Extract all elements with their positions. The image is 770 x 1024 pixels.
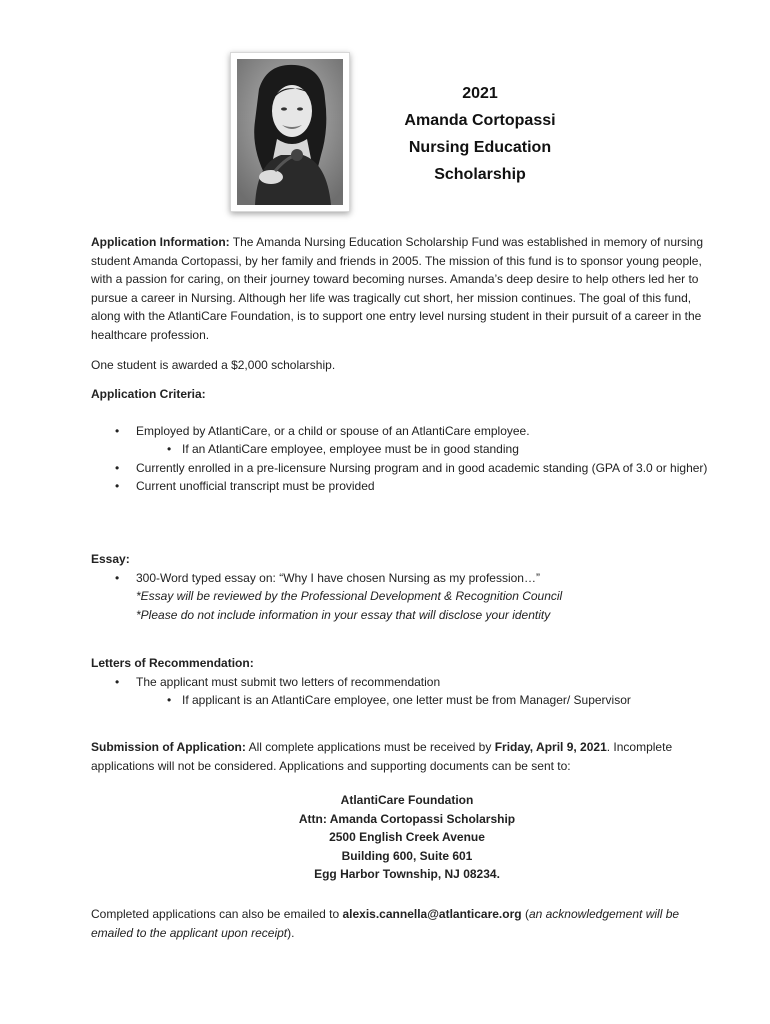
- criteria-item-transcript: • Current unofficial transcript must be provided: [91, 477, 711, 496]
- submission-text-before: All complete applications must be received by: [245, 740, 495, 754]
- email-note-paren-open: (: [521, 907, 529, 921]
- application-information-text: The Amanda Nursing Education Scholarship Fund was established in memory of nursing student Amanda Cortopassi, by her family and friends in 2005. The mission of this fund is to sponsor young people, with a passion for caring, on their journey toward becoming nurses. Amanda’s deep desire to help others led her to pursue a career in Nursing. Although her life was tragically cut short, her mission continues. The goal of this fund, along with the AtlantiCare Foundation, is to support one entry level nursing student in their pursuit of a career in the healthcare profession.: [91, 235, 704, 342]
- address-line-1: AtlantiCare Foundation: [340, 793, 474, 807]
- address-line-4: Building 600, Suite 601: [341, 848, 473, 863]
- title-line-2: Nursing Education: [408, 139, 552, 156]
- email-note-end: ).: [287, 925, 295, 940]
- address-line-3: 2500 English Creek Avenue: [329, 830, 485, 844]
- essay-note-review: *Essay will be reviewed by the Professional Development & Recognition Council: [136, 589, 563, 603]
- criteria-subitem-standing: • If an AtlantiCare employee, employee must be in good standing: [91, 440, 711, 459]
- criteria-item-employment: • Employed by AtlantiCare, or a child or spouse of an AtlantiCare employee.: [91, 422, 711, 441]
- submission-deadline: Friday, April 9, 2021: [494, 740, 607, 754]
- essay-section: [91, 550, 711, 624]
- criteria-heading: Application Criteria:: [91, 387, 206, 401]
- application-information-heading: Application Information:: [91, 235, 230, 249]
- criteria-list: [91, 422, 711, 496]
- email-note-section: [91, 905, 711, 942]
- essay-item: [91, 569, 711, 625]
- submission-section: [91, 738, 711, 775]
- address-line-5: Egg Harbor Township, NJ 08234.: [314, 867, 500, 881]
- letters-item: • The applicant must submit two letters of recommendation: [91, 673, 711, 692]
- letters-heading: Letters of Recommendation:: [91, 656, 254, 670]
- essay-list: [91, 569, 711, 625]
- document-title: [380, 80, 580, 188]
- criteria-item-enrollment: • Currently enrolled in a pre-licensure Nursing program and in good academic standing (GPA of 3.0 or higher): [91, 459, 711, 478]
- essay-heading: Essay:: [91, 552, 130, 566]
- email-note-before: Completed applications can also be emailed to: [91, 907, 343, 921]
- title-line-3: Scholarship: [434, 166, 526, 183]
- mailing-address: [91, 791, 723, 884]
- address-line-2: Attn: Amanda Cortopassi Scholarship: [298, 811, 516, 826]
- email-note-acknowledgement: an acknowledgement will be emailed to the applicant upon receipt: [91, 907, 680, 940]
- award-paragraph: [91, 356, 711, 375]
- essay-note-identity: *Please do not include information in your essay that will disclose your identity: [136, 607, 551, 622]
- letters-section: [91, 654, 711, 710]
- title-year: 2021: [462, 85, 498, 102]
- essay-item-text: 300-Word typed essay on: “Why I have chosen Nursing as my profession…”: [136, 570, 540, 585]
- contact-email[interactable]: alexis.cannella@atlanticare.org: [342, 907, 522, 921]
- letters-subitem: • If applicant is an AtlantiCare employee, one letter must be from Manager/ Supervisor: [91, 691, 711, 710]
- title-line-1: Amanda Cortopassi: [404, 112, 556, 129]
- application-information-section: [91, 233, 711, 344]
- portrait-image: [237, 59, 343, 205]
- letters-list: [91, 673, 711, 710]
- portrait-photo: [230, 52, 350, 212]
- criteria-section: [91, 385, 711, 496]
- award-text: One student is awarded a $2,000 scholarship.: [91, 358, 336, 372]
- submission-text-after: . Incomplete applications will not be considered. Applications and supporting documents can be sent to:: [91, 740, 673, 773]
- submission-heading: Submission of Application:: [91, 740, 246, 754]
